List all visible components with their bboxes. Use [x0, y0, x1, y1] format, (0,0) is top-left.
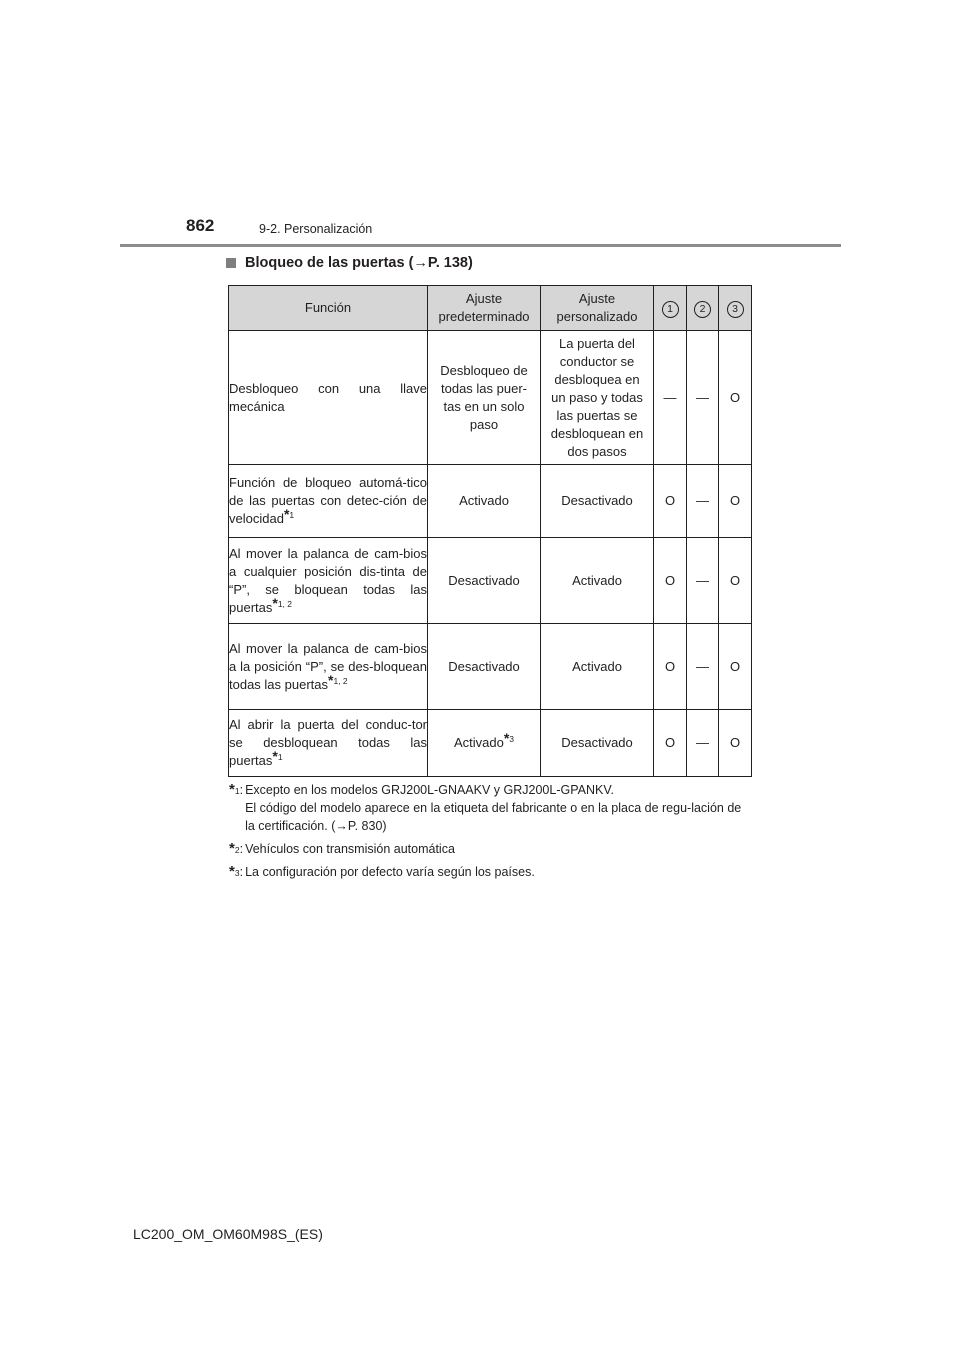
cell-function	[229, 465, 428, 538]
footnotes	[229, 781, 749, 886]
document-code: LC200_OM_OM60M98S_(ES)	[133, 1226, 323, 1242]
default-value: Activado	[453, 735, 504, 750]
footnote-body	[243, 781, 749, 835]
cell-function	[229, 331, 428, 465]
column-header-custom-label: Ajuste personalizado	[556, 291, 638, 324]
footnote-text: Excepto en los modelos GRJ200L-GNAAKV y GRJ200L-GPANKV.	[245, 783, 614, 797]
function-text-wrap	[229, 716, 427, 770]
cell-default: Desactivado	[428, 624, 541, 710]
cell-default	[428, 331, 541, 465]
cell-col3: O	[719, 710, 752, 777]
cell-col1: O	[654, 538, 687, 624]
cell-col2: —	[687, 465, 719, 538]
function-text-wrap	[229, 474, 427, 528]
table-header-row	[229, 286, 752, 331]
superscript: *1, 2	[272, 594, 293, 611]
cell-function	[229, 624, 428, 710]
footnote	[229, 863, 749, 881]
page-number: 862	[186, 216, 215, 235]
section-heading	[226, 255, 473, 271]
superscript-ref: 1, 2	[277, 598, 293, 609]
square-bullet-icon	[226, 258, 236, 268]
default-value: Desbloqueo de todas las puer-tas en un solo paso	[440, 362, 528, 432]
cell-col3: O	[719, 465, 752, 538]
cell-custom: Activado	[541, 624, 654, 710]
cell-col3: O	[719, 624, 752, 710]
footnote-text: La configuración por defecto varía según los países.	[245, 865, 535, 879]
footnote-body	[243, 863, 535, 881]
header-divider	[120, 244, 841, 247]
cell-default: Desactivado	[428, 538, 541, 624]
cell-col3: O	[719, 538, 752, 624]
cell-col3: O	[719, 331, 752, 465]
cell-col2: —	[687, 710, 719, 777]
superscript: *1	[283, 506, 295, 522]
footnote-marker: *$^1$:	[229, 781, 244, 798]
table-row	[229, 624, 752, 710]
function-text: Al mover la palanca de cam-bios a cualquier posición dis-tinta de “P”, se bloquean todas las puertas	[229, 545, 427, 615]
superscript-ref: 1	[277, 752, 283, 762]
table-row	[229, 465, 752, 538]
cell-default	[428, 710, 541, 777]
footnote-body	[243, 840, 455, 858]
superscript: *1	[272, 748, 283, 764]
section-title: 9-2. Personalización	[259, 222, 373, 236]
heading-text: Bloqueo de las puertas (→P. 138)	[245, 255, 473, 271]
table-row	[229, 331, 752, 465]
table-row	[229, 710, 752, 777]
column-header-function: Función	[229, 286, 428, 331]
cell-col1: O	[654, 624, 687, 710]
cell-col1: O	[654, 465, 687, 538]
function-text: Al abrir la puerta del conduc-tor se desbloquean todas las puertas	[229, 717, 427, 768]
cell-function	[229, 710, 428, 777]
function-text: Al mover la palanca de cam-bios a la posición “P”, se des-bloquean todas las puertas	[229, 640, 427, 692]
column-header-custom	[541, 286, 654, 331]
column-header-1	[654, 286, 687, 331]
cell-custom	[541, 331, 654, 465]
footnote	[229, 840, 749, 858]
cell-custom: Desactivado	[541, 710, 654, 777]
cell-custom: Desactivado	[541, 465, 654, 538]
cell-function	[229, 538, 428, 624]
superscript: *1, 2	[328, 671, 348, 688]
footnote-marker: *$^2$:	[229, 840, 244, 857]
superscript: *3	[503, 730, 515, 746]
custom-value: La puerta del conductor se desbloquea en un paso y todas las puertas se desbloquean en dos pasos	[550, 335, 644, 459]
column-header-2	[687, 286, 719, 331]
cell-col2: —	[687, 331, 719, 465]
function-text-wrap	[229, 545, 427, 617]
footnote	[229, 781, 749, 835]
column-header-default-label: Ajuste predeterminado	[438, 291, 530, 324]
superscript-ref: 1	[289, 510, 295, 520]
cell-default: Activado	[428, 465, 541, 538]
settings-table	[228, 285, 752, 777]
circled-2-icon: 2	[694, 301, 711, 318]
cell-col1: —	[654, 331, 687, 465]
circled-1-icon: 1	[662, 301, 679, 318]
superscript-ref: 3	[509, 734, 515, 744]
circled-3-icon: 3	[727, 301, 744, 318]
cell-custom: Activado	[541, 538, 654, 624]
footnote-text: Vehículos con transmisión automática	[245, 842, 455, 856]
cell-col1: O	[654, 710, 687, 777]
superscript-ref: 1, 2	[333, 675, 348, 686]
function-text-wrap	[229, 640, 427, 694]
footnote-text: El código del modelo aparece en la etiqueta del fabricante o en la placa de regu-lación de la certificación. (→P. 830)	[245, 801, 742, 833]
function-text: Desbloqueo con una llave mecánica	[229, 380, 427, 414]
column-header-default	[428, 286, 541, 331]
column-header-3	[719, 286, 752, 331]
cell-col2: —	[687, 624, 719, 710]
footnote-marker: *$^3$:	[229, 863, 244, 880]
function-text: Función de bloqueo automá-tico de las puertas con detec-ción de velocidad	[229, 475, 427, 526]
table-row	[229, 538, 752, 624]
cell-col2: —	[687, 538, 719, 624]
